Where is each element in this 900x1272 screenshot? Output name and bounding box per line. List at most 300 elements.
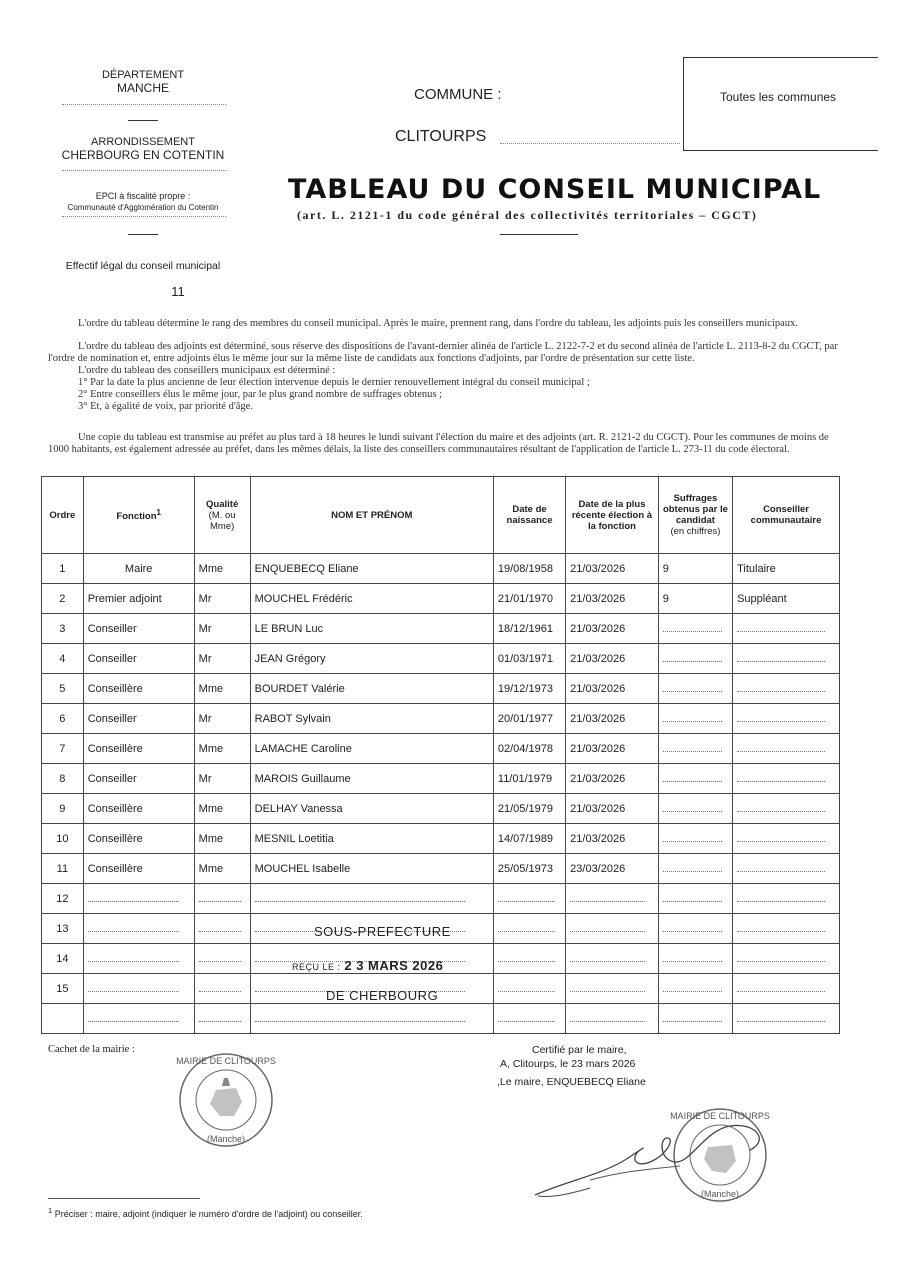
table-row — [42, 854, 840, 884]
cell-ordre — [42, 644, 84, 674]
cell-communautaire — [733, 644, 840, 674]
dotted-blank — [737, 893, 825, 902]
cell-communautaire — [733, 674, 840, 704]
cell-naissance-value: 02/04/1978 — [497, 742, 553, 755]
paragraph-rule-1: 1° Par la date la plus ancienne de leur élection intervenue depuis le dernier renouvellement intégral du conseil municipal ; — [78, 377, 590, 388]
stamp-prefecture-line1: SOUS-PREFECTURE — [314, 924, 451, 939]
cell-qualite — [194, 914, 250, 944]
cachet-label: Cachet de la mairie : — [48, 1044, 135, 1055]
cell-ordre — [42, 734, 84, 764]
cell-suffrages — [658, 794, 732, 824]
table-row — [42, 584, 840, 614]
header-nom: NOM ET PRÉNOM — [250, 477, 493, 554]
cell-communautaire-value: Titulaire — [737, 562, 776, 575]
dotted-blank — [663, 623, 722, 632]
footnote — [48, 1206, 363, 1219]
cell-qualite-value: Mme — [198, 562, 224, 575]
cell-ordre — [42, 914, 84, 944]
dotted-blank — [498, 1013, 555, 1022]
cell-nom-value: BOURDET Valérie — [254, 682, 345, 695]
header-qualite-label: Qualité — [206, 498, 239, 510]
cell-ordre-value: 1 — [59, 562, 66, 575]
cell-election-value: 21/03/2026 — [570, 652, 626, 665]
cell-communautaire — [733, 884, 840, 914]
cell-fonction-value: Conseiller — [87, 652, 137, 665]
cell-ordre — [42, 764, 84, 794]
table-row — [42, 1004, 840, 1034]
cell-fonction — [83, 674, 194, 704]
cell-ordre — [42, 974, 84, 1004]
cell-fonction — [83, 584, 194, 614]
dotted-blank — [255, 893, 466, 902]
cell-ordre-value: 15 — [56, 982, 69, 995]
cell-communautaire — [733, 824, 840, 854]
cell-nom-value: ENQUEBECQ Eliane — [254, 562, 359, 575]
cell-naissance-value: 11/01/1979 — [497, 772, 553, 785]
cell-qualite — [194, 824, 250, 854]
cell-fonction — [83, 884, 194, 914]
header-qualite — [194, 477, 250, 554]
cell-qualite-value: Mme — [198, 682, 224, 695]
cell-fonction — [83, 914, 194, 944]
cell-fonction-value: Premier adjoint — [87, 592, 162, 605]
cell-suffrages — [658, 764, 732, 794]
cell-ordre-value: 3 — [59, 622, 66, 635]
cell-ordre — [42, 554, 84, 584]
table-row — [42, 884, 840, 914]
table-row — [42, 824, 840, 854]
cell-naissance — [493, 944, 565, 974]
footnote-divider — [48, 1198, 200, 1199]
cell-ordre — [42, 584, 84, 614]
certifie-text: Certifié par le maire, — [532, 1044, 627, 1056]
table-row — [42, 974, 840, 1004]
commune-label: COMMUNE : — [414, 86, 502, 103]
stamp-prefecture-line2 — [292, 958, 443, 973]
cell-election — [566, 614, 659, 644]
cell-fonction — [83, 1004, 194, 1034]
cell-naissance-value: 14/07/1989 — [497, 832, 553, 845]
cell-communautaire — [733, 734, 840, 764]
cell-fonction — [83, 974, 194, 1004]
cell-ordre-value: 11 — [56, 862, 69, 875]
cell-qualite — [194, 794, 250, 824]
cell-ordre-value: 2 — [59, 592, 66, 605]
cell-communautaire — [733, 554, 840, 584]
cell-nom — [250, 554, 493, 584]
dotted-blank — [570, 953, 645, 962]
header-suffrages-label: Suffrages obtenus par le candidat — [662, 493, 728, 526]
header-qualite-sub: (M. ou Mme) — [208, 509, 236, 532]
cell-nom-value: MOUCHEL Isabelle — [254, 862, 351, 875]
cell-fonction — [83, 794, 194, 824]
header-ordre: Ordre — [42, 477, 84, 554]
cell-nom — [250, 824, 493, 854]
cell-suffrages — [658, 674, 732, 704]
dotted-blank — [737, 773, 825, 782]
arrondissement-name: CHERBOURG EN COTENTIN — [61, 148, 225, 162]
cell-election-value: 21/03/2026 — [570, 772, 626, 785]
cell-qualite-value: Mr — [198, 622, 212, 635]
cell-qualite — [194, 1004, 250, 1034]
paragraph-conseillers: L'ordre du tableau des conseillers municipaux est déterminé : — [78, 365, 336, 376]
dotted-blank — [498, 983, 555, 992]
dotted-blank — [663, 1013, 722, 1022]
cell-nom-value: LAMACHE Caroline — [254, 742, 352, 755]
cell-election — [566, 644, 659, 674]
paragraph-rule-2: 2° Entre conseillers élus le même jour, par le plus grand nombre de suffrages obtenus ; — [78, 389, 442, 400]
cell-qualite-value: Mme — [198, 862, 224, 875]
cell-naissance — [493, 554, 565, 584]
dotted-blank — [663, 773, 722, 782]
cell-nom — [250, 734, 493, 764]
cell-election — [566, 584, 659, 614]
header-fonction-label: Fonction — [116, 511, 157, 523]
table-row — [42, 764, 840, 794]
dotted-blank — [737, 683, 825, 692]
cell-ordre-value: 8 — [59, 772, 66, 785]
dotted-blank — [88, 893, 180, 902]
dotted-blank — [663, 803, 722, 812]
stamp-prefecture-line3: DE CHERBOURG — [326, 988, 439, 1003]
cell-nom-value: LE BRUN Luc — [254, 622, 324, 635]
cell-suffrages — [658, 644, 732, 674]
cell-qualite — [194, 734, 250, 764]
cell-qualite-value: Mr — [198, 652, 212, 665]
cell-fonction — [83, 554, 194, 584]
header-suffrages-sub: (en chiffres) — [670, 526, 721, 537]
cell-election — [566, 944, 659, 974]
cell-naissance — [493, 884, 565, 914]
table-row — [42, 614, 840, 644]
dotted-blank — [199, 1013, 241, 1022]
cell-ordre-value: 14 — [56, 952, 69, 965]
effectif-value: 11 — [171, 284, 185, 299]
dotted-blank — [663, 653, 722, 662]
cell-nom — [250, 644, 493, 674]
cell-suffrages — [658, 884, 732, 914]
dotted-blank — [663, 953, 722, 962]
cell-qualite-value: Mr — [198, 772, 212, 785]
cell-fonction — [83, 704, 194, 734]
dotted-blank — [663, 923, 722, 932]
cell-election-value: 21/03/2026 — [570, 742, 626, 755]
table-row — [42, 794, 840, 824]
mairie-seal-icon — [176, 1050, 276, 1150]
cell-suffrages — [658, 1004, 732, 1034]
cell-election — [566, 794, 659, 824]
cell-communautaire — [733, 704, 840, 734]
cell-ordre-value: 10 — [56, 832, 69, 845]
lieu-date-text: A, Clitourps, le 23 mars 2026 — [500, 1058, 636, 1070]
cell-fonction-value: Conseiller — [87, 712, 137, 725]
cell-fonction-value: Conseillère — [87, 862, 143, 875]
dotted-blank — [570, 1013, 645, 1022]
dotted-blank — [737, 653, 825, 662]
cell-election-value: 21/03/2026 — [570, 832, 626, 845]
cell-nom — [250, 794, 493, 824]
cell-ordre — [42, 1004, 84, 1034]
cell-ordre-value: 13 — [56, 922, 69, 935]
cell-qualite-value: Mr — [198, 712, 212, 725]
dotted-blank — [570, 893, 645, 902]
dotted-blank — [498, 923, 555, 932]
cell-nom — [250, 884, 493, 914]
dotted-blank — [570, 983, 645, 992]
header-election: Date de la plus récente élection à la fonction — [566, 477, 659, 554]
cell-communautaire — [733, 614, 840, 644]
cell-naissance-value: 20/01/1977 — [497, 712, 553, 725]
cell-election-value: 21/03/2026 — [570, 562, 626, 575]
cell-nom — [250, 854, 493, 884]
dotted-blank — [88, 953, 180, 962]
cell-communautaire — [733, 974, 840, 1004]
divider — [62, 170, 226, 171]
cell-naissance — [493, 584, 565, 614]
commune-type: Toutes les communes — [720, 90, 837, 104]
cell-nom-value: DELHAY Vanessa — [254, 802, 343, 815]
cell-suffrages — [658, 944, 732, 974]
cell-ordre — [42, 614, 84, 644]
cell-election-value: 23/03/2026 — [570, 862, 626, 875]
cell-ordre — [42, 704, 84, 734]
cell-ordre — [42, 794, 84, 824]
cell-election-value: 21/03/2026 — [570, 802, 626, 815]
cell-fonction — [83, 734, 194, 764]
cell-communautaire — [733, 764, 840, 794]
dotted-blank — [737, 623, 825, 632]
cell-qualite — [194, 584, 250, 614]
cell-election-value: 21/03/2026 — [570, 682, 626, 695]
stamp-recu-label: REÇU LE : — [292, 962, 341, 972]
table-row — [42, 674, 840, 704]
table-row — [42, 554, 840, 584]
departement-block — [48, 69, 238, 95]
dotted-blank — [199, 953, 241, 962]
cell-election — [566, 854, 659, 884]
dotted-blank — [663, 863, 722, 872]
cell-suffrages — [658, 554, 732, 584]
dotted-blank — [199, 923, 241, 932]
cell-ordre-value: 4 — [59, 652, 66, 665]
cell-naissance — [493, 854, 565, 884]
footnote-marker: 1 — [156, 508, 161, 518]
cell-communautaire — [733, 944, 840, 974]
cell-qualite — [194, 854, 250, 884]
divider — [128, 234, 158, 235]
cell-suffrages — [658, 734, 732, 764]
cell-fonction-value: Conseiller — [87, 772, 137, 785]
cell-fonction-value: Conseillère — [87, 742, 143, 755]
cell-election — [566, 554, 659, 584]
cell-naissance-value: 19/08/1958 — [497, 562, 553, 575]
cell-fonction-value: Conseillère — [87, 832, 143, 845]
cell-ordre — [42, 854, 84, 884]
table-row — [42, 644, 840, 674]
arrondissement-block — [48, 136, 238, 162]
cell-naissance — [493, 974, 565, 1004]
cell-election-value: 21/03/2026 — [570, 592, 626, 605]
cell-qualite — [194, 944, 250, 974]
divider — [128, 120, 158, 121]
cell-election — [566, 1004, 659, 1034]
cell-nom — [250, 614, 493, 644]
cell-ordre — [42, 884, 84, 914]
cell-nom-value: RABOT Sylvain — [254, 712, 331, 725]
cell-naissance-value: 18/12/1961 — [497, 622, 553, 635]
cell-qualite-value: Mr — [198, 592, 212, 605]
cell-suffrages — [658, 704, 732, 734]
cell-naissance — [493, 1004, 565, 1034]
cell-qualite — [194, 764, 250, 794]
cell-ordre-value: 6 — [59, 712, 66, 725]
cell-qualite — [194, 884, 250, 914]
header-naissance: Date de naissance — [493, 477, 565, 554]
cell-qualite-value: Mme — [198, 742, 224, 755]
dotted-blank — [199, 983, 241, 992]
cell-election — [566, 734, 659, 764]
signature-icon — [530, 1120, 780, 1210]
table-row — [42, 734, 840, 764]
title-underline — [500, 234, 578, 235]
paragraph-adjoints: L'ordre du tableau des adjoints est déterminé, sous réserve des dispositions de l'avant-dernier alinéa de l'article L. 2122-7-2 et du second alinéa de l'article L. 2113-8-2 du CGCT, par l'ordre de nomination et, entre adjoints élus le même jour sur la même liste de candidats aux fonctions d'adjoints, par l'ordre de présentation sur cette liste. — [48, 341, 838, 364]
footnote-text: Préciser : maire, adjoint (indiquer le numéro d'ordre de l'adjoint) ou conseiller. — [54, 1209, 363, 1219]
cell-naissance — [493, 824, 565, 854]
cell-naissance — [493, 674, 565, 704]
divider — [62, 104, 226, 105]
cell-naissance-value: 21/01/1970 — [497, 592, 553, 605]
dotted-blank — [570, 923, 645, 932]
page-subtitle: (art. L. 2121-1 du code général des collectivités territoriales – CGCT) — [297, 208, 758, 222]
svg-text:MAIRIE DE CLITOURPS: MAIRIE DE CLITOURPS — [670, 1111, 770, 1121]
cell-naissance — [493, 614, 565, 644]
dotted-blank — [498, 893, 555, 902]
cell-election — [566, 974, 659, 1004]
svg-text:MAIRIE DE CLITOURPS: MAIRIE DE CLITOURPS — [176, 1056, 276, 1066]
cell-suffrages — [658, 914, 732, 944]
cell-nom — [250, 764, 493, 794]
cell-naissance — [493, 794, 565, 824]
dotted-blank — [737, 1013, 825, 1022]
cell-qualite — [194, 614, 250, 644]
cell-naissance-value: 01/03/1971 — [497, 652, 553, 665]
cell-suffrages-value: 9 — [662, 562, 669, 575]
cell-communautaire — [733, 584, 840, 614]
cell-suffrages — [658, 974, 732, 1004]
cell-naissance — [493, 644, 565, 674]
cell-election-value: 21/03/2026 — [570, 712, 626, 725]
cell-ordre — [42, 824, 84, 854]
dotted-blank — [255, 1013, 466, 1022]
cell-ordre-value: 9 — [59, 802, 66, 815]
cell-election — [566, 914, 659, 944]
cell-nom — [250, 584, 493, 614]
cell-communautaire-value: Suppléant — [737, 592, 787, 605]
cell-ordre-value: 5 — [59, 682, 66, 695]
cell-qualite — [194, 674, 250, 704]
cell-nom-value: JEAN Grégory — [254, 652, 326, 665]
cell-ordre-value: 12 — [56, 892, 69, 905]
maire-signature-name: ,Le maire, ENQUEBECQ Eliane — [497, 1076, 646, 1088]
cell-naissance-value: 19/12/1973 — [497, 682, 553, 695]
cell-communautaire — [733, 854, 840, 884]
cell-suffrages — [658, 614, 732, 644]
dotted-blank — [737, 803, 825, 812]
dotted-blank — [88, 983, 180, 992]
paragraph-rule-3: 3° Et, à égalité de voix, par priorité d'âge. — [78, 401, 253, 412]
epci-block — [48, 190, 238, 213]
dotted-blank — [498, 953, 555, 962]
dotted-blank — [737, 953, 825, 962]
cell-fonction-value: Conseiller — [87, 622, 137, 635]
cell-election — [566, 764, 659, 794]
dotted-blank — [88, 923, 180, 932]
departement-label: DÉPARTEMENT — [101, 69, 185, 81]
dotted-blank — [663, 743, 722, 752]
cell-nom-value: MOUCHEL Frédéric — [254, 592, 353, 605]
footnote-number: 1 — [48, 1206, 53, 1215]
arrondissement-label: ARRONDISSEMENT — [91, 136, 195, 148]
cell-election — [566, 824, 659, 854]
cell-fonction — [83, 644, 194, 674]
cell-suffrages — [658, 824, 732, 854]
cell-nom — [250, 704, 493, 734]
council-table — [41, 476, 840, 1034]
cell-ordre — [42, 674, 84, 704]
svg-text:(Manche): (Manche) — [700, 1189, 740, 1199]
cell-fonction — [83, 854, 194, 884]
dotted-blank — [88, 1013, 180, 1022]
cell-communautaire — [733, 794, 840, 824]
epci-name: Communauté d'Agglomération du Cotentin — [67, 203, 219, 212]
paragraph-transmission: Une copie du tableau est transmise au préfet au plus tard à 18 heures le lundi suivant l'élection du maire et des adjoints (art. R. 2121-2 du CGCT). Pour les communes de moins de 1000 habitants, est également adressée au préfet, dans les mêmes délais, la liste des conseillers communautaires résultant de l'application de l'article L. 273-11 du code électoral. — [48, 432, 829, 455]
cell-ordre-value: 7 — [59, 742, 66, 755]
header-communautaire: Conseiller communautaire — [733, 477, 840, 554]
dotted-blank — [663, 713, 722, 722]
cell-naissance — [493, 764, 565, 794]
cell-nom-value: MAROIS Guillaume — [254, 772, 351, 785]
cell-suffrages-value: 9 — [662, 592, 669, 605]
dotted-blank — [737, 743, 825, 752]
dotted-blank — [663, 683, 722, 692]
cell-election — [566, 704, 659, 734]
cell-naissance-value: 21/05/1979 — [497, 802, 553, 815]
cell-election — [566, 674, 659, 704]
cell-qualite — [194, 644, 250, 674]
commune-dotted-line — [500, 143, 680, 144]
cell-naissance — [493, 704, 565, 734]
cell-fonction-value: Conseillère — [87, 682, 143, 695]
paragraph-rank: L'ordre du tableau détermine le rang des membres du conseil municipal. Après le maire, prennent rang, dans l'ordre du tableau, les adjoints puis les conseillers municipaux. — [78, 318, 798, 329]
cell-fonction-value: Conseillère — [87, 802, 143, 815]
cell-qualite — [194, 704, 250, 734]
svg-text:(Manche): (Manche) — [206, 1134, 246, 1144]
table-row — [42, 704, 840, 734]
cell-naissance-value: 25/05/1973 — [497, 862, 553, 875]
dotted-blank — [737, 983, 825, 992]
cell-qualite — [194, 974, 250, 1004]
dotted-blank — [737, 833, 825, 842]
cell-fonction — [83, 824, 194, 854]
cell-fonction-value: Maire — [124, 562, 153, 575]
cell-nom — [250, 1004, 493, 1034]
dotted-blank — [737, 863, 825, 872]
cell-election — [566, 884, 659, 914]
cell-qualite-value: Mme — [198, 832, 224, 845]
header-suffrages — [658, 477, 732, 554]
cell-election-value: 21/03/2026 — [570, 622, 626, 635]
commune-type-box — [683, 57, 878, 151]
